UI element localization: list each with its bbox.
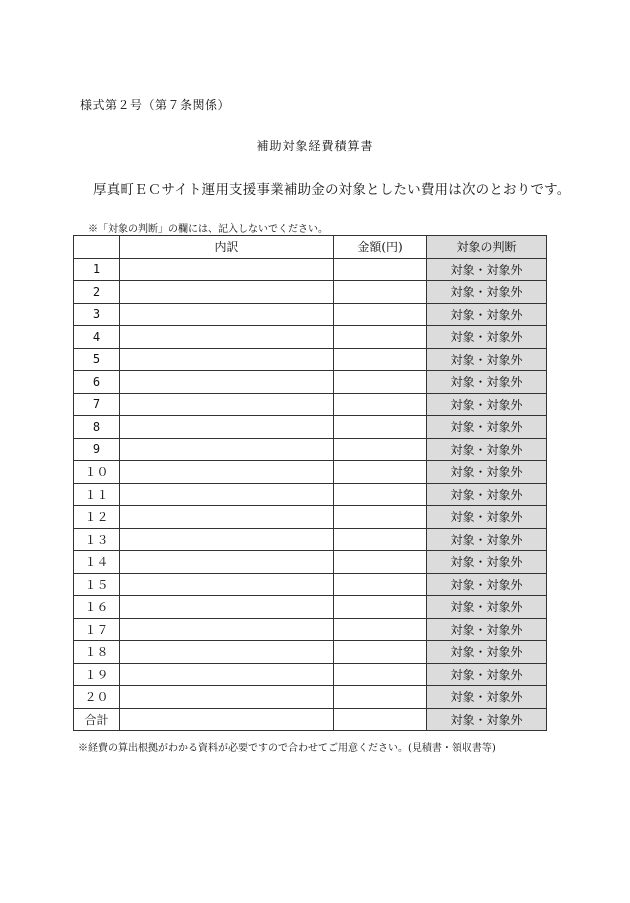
row-number-cell: ２０ [74, 686, 120, 709]
amount-cell[interactable] [334, 461, 427, 484]
table-row [74, 416, 547, 439]
judgement-cell: 対象・対象外 [427, 326, 547, 349]
judgement-cell: 対象・対象外 [427, 348, 547, 371]
table-row [74, 641, 547, 664]
table-row [74, 303, 547, 326]
amount-cell[interactable] [334, 326, 427, 349]
table-row [74, 506, 547, 529]
judgement-note: ※「対象の判断」の欄には、記入しないでください。 [88, 224, 328, 235]
amount-cell[interactable] [334, 618, 427, 641]
amount-cell[interactable] [334, 641, 427, 664]
header-judgement: 対象の判断 [427, 236, 547, 259]
row-number-cell: １３ [74, 528, 120, 551]
table-row [74, 596, 547, 619]
row-number-cell: １５ [74, 573, 120, 596]
row-number-cell: １９ [74, 663, 120, 686]
judgement-cell: 対象・対象外 [427, 618, 547, 641]
table-row [74, 371, 547, 394]
amount-cell[interactable] [334, 438, 427, 461]
table-row [74, 483, 547, 506]
document-title: 補助対象経費積算書 [256, 139, 374, 153]
row-number-cell: 9 [74, 438, 120, 461]
row-number-cell: 4 [74, 326, 120, 349]
amount-cell[interactable] [334, 371, 427, 394]
amount-cell[interactable] [334, 596, 427, 619]
expense-table [73, 235, 547, 731]
judgement-cell: 対象・対象外 [427, 641, 547, 664]
detail-cell[interactable] [120, 483, 334, 506]
table-row [74, 326, 547, 349]
table-row [74, 618, 547, 641]
detail-cell[interactable] [120, 303, 334, 326]
row-number-cell: 3 [74, 303, 120, 326]
row-number-cell: １８ [74, 641, 120, 664]
amount-cell[interactable] [334, 348, 427, 371]
judgement-cell: 対象・対象外 [427, 483, 547, 506]
detail-cell[interactable] [120, 573, 334, 596]
detail-cell[interactable] [120, 708, 334, 731]
detail-cell[interactable] [120, 551, 334, 574]
detail-cell[interactable] [120, 641, 334, 664]
detail-cell[interactable] [120, 416, 334, 439]
table-row [74, 708, 547, 731]
detail-cell[interactable] [120, 258, 334, 281]
row-number-cell: 2 [74, 281, 120, 304]
judgement-cell: 対象・対象外 [427, 303, 547, 326]
amount-cell[interactable] [334, 663, 427, 686]
detail-cell[interactable] [120, 596, 334, 619]
judgement-cell: 対象・対象外 [427, 258, 547, 281]
amount-cell[interactable] [334, 416, 427, 439]
form-number: 様式第２号（第７条関係） [80, 98, 231, 112]
row-number-cell: １７ [74, 618, 120, 641]
header-detail: 内訳 [120, 236, 334, 259]
table-row [74, 528, 547, 551]
amount-cell[interactable] [334, 551, 427, 574]
judgement-cell: 対象・対象外 [427, 708, 547, 731]
amount-cell[interactable] [334, 528, 427, 551]
judgement-cell: 対象・対象外 [427, 461, 547, 484]
table-row [74, 348, 547, 371]
judgement-cell: 対象・対象外 [427, 573, 547, 596]
detail-cell[interactable] [120, 438, 334, 461]
judgement-cell: 対象・対象外 [427, 686, 547, 709]
row-number-cell: １２ [74, 506, 120, 529]
detail-cell[interactable] [120, 348, 334, 371]
row-number-cell: １１ [74, 483, 120, 506]
judgement-cell: 対象・対象外 [427, 371, 547, 394]
judgement-cell: 対象・対象外 [427, 281, 547, 304]
detail-cell[interactable] [120, 461, 334, 484]
amount-cell[interactable] [334, 393, 427, 416]
detail-cell[interactable] [120, 506, 334, 529]
detail-cell[interactable] [120, 281, 334, 304]
amount-cell[interactable] [334, 708, 427, 731]
table-row [74, 551, 547, 574]
detail-cell[interactable] [120, 528, 334, 551]
detail-cell[interactable] [120, 686, 334, 709]
row-number-cell: 1 [74, 258, 120, 281]
detail-cell[interactable] [120, 663, 334, 686]
table-row [74, 461, 547, 484]
table-row [74, 686, 547, 709]
table-body [74, 258, 547, 731]
judgement-cell: 対象・対象外 [427, 551, 547, 574]
row-number-cell: １０ [74, 461, 120, 484]
detail-cell[interactable] [120, 326, 334, 349]
judgement-cell: 対象・対象外 [427, 663, 547, 686]
judgement-cell: 対象・対象外 [427, 438, 547, 461]
detail-cell[interactable] [120, 393, 334, 416]
amount-cell[interactable] [334, 506, 427, 529]
row-number-cell: １４ [74, 551, 120, 574]
row-number-cell: 5 [74, 348, 120, 371]
judgement-cell: 対象・対象外 [427, 393, 547, 416]
judgement-cell: 対象・対象外 [427, 416, 547, 439]
row-number-cell: 合計 [74, 708, 120, 731]
amount-cell[interactable] [334, 483, 427, 506]
amount-cell[interactable] [334, 281, 427, 304]
judgement-cell: 対象・対象外 [427, 596, 547, 619]
table-row [74, 281, 547, 304]
table-row [74, 663, 547, 686]
header-no [74, 236, 120, 259]
detail-cell[interactable] [120, 371, 334, 394]
table-row [74, 393, 547, 416]
amount-cell[interactable] [334, 573, 427, 596]
row-number-cell: 8 [74, 416, 120, 439]
intro-text: 厚真町ＥＣサイト運用支援事業補助金の対象としたい費用は次のとおりです。 [93, 182, 571, 198]
amount-cell[interactable] [334, 258, 427, 281]
document-note: ※経費の算出根拠がわかる資料が必要ですので合わせてご用意ください。(見積書・領収書等) [78, 743, 496, 754]
table-header-row [74, 236, 547, 259]
amount-cell[interactable] [334, 686, 427, 709]
table-row [74, 258, 547, 281]
table-row [74, 573, 547, 596]
row-number-cell: 6 [74, 371, 120, 394]
header-amount: 金額(円) [334, 236, 427, 259]
amount-cell[interactable] [334, 303, 427, 326]
detail-cell[interactable] [120, 618, 334, 641]
judgement-cell: 対象・対象外 [427, 506, 547, 529]
row-number-cell: １６ [74, 596, 120, 619]
judgement-cell: 対象・対象外 [427, 528, 547, 551]
table-row [74, 438, 547, 461]
row-number-cell: 7 [74, 393, 120, 416]
